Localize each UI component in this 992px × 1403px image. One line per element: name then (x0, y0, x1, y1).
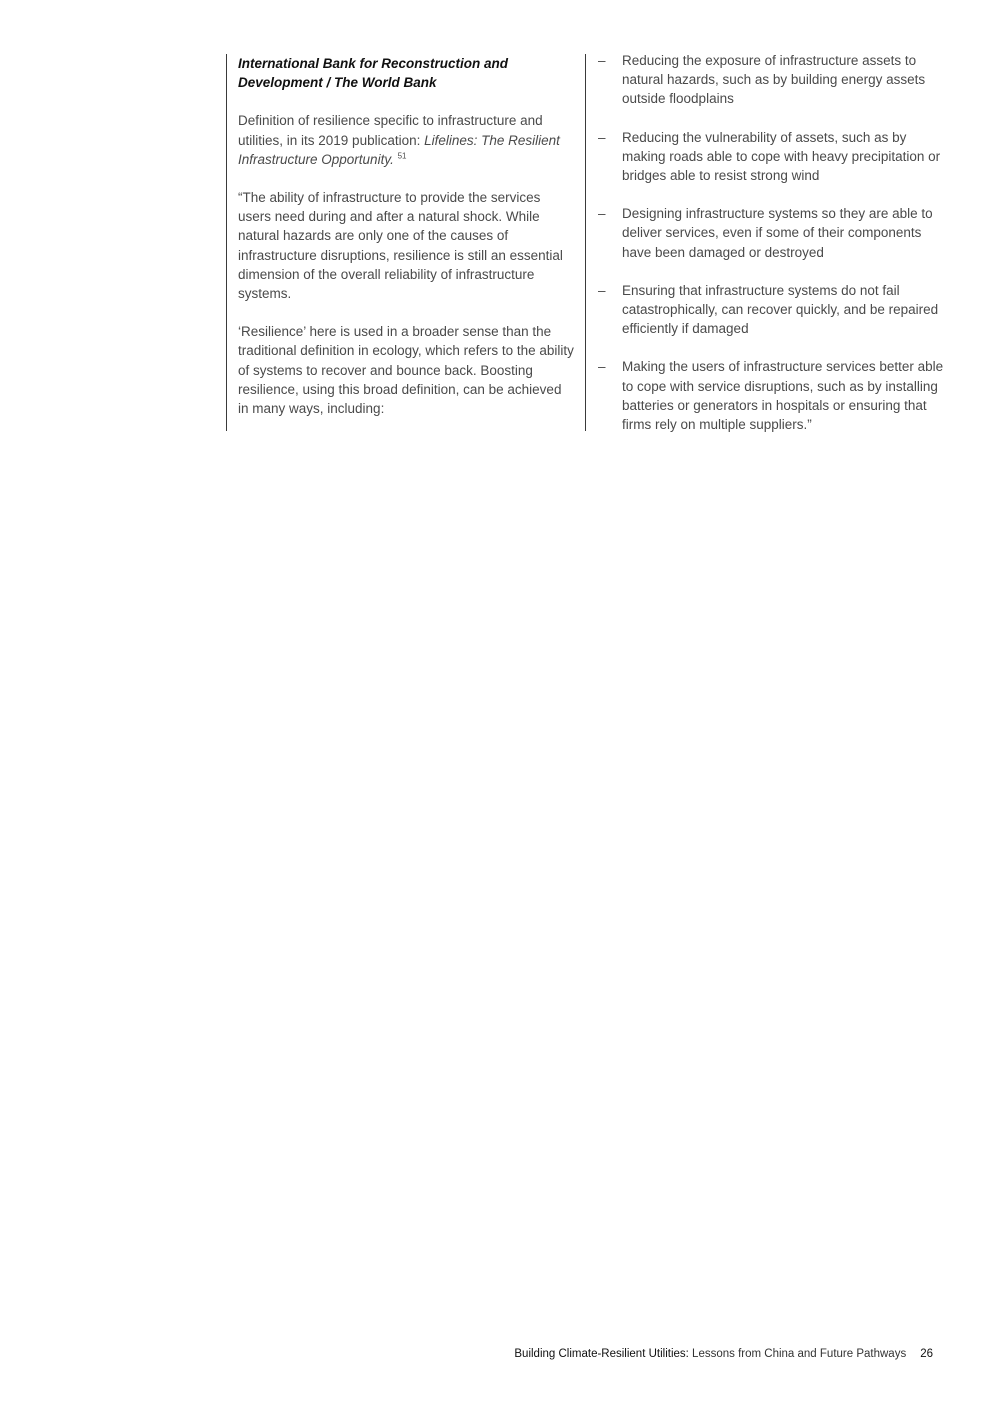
list-item (598, 281, 945, 339)
dash-bullet: – (598, 282, 606, 298)
publication-title: Lifelines: The Resilient Infrastructure Opportunity. (238, 132, 560, 167)
list-item (598, 51, 945, 109)
left-column (226, 54, 574, 431)
page-number: 26 (920, 1348, 933, 1360)
footer-report-subtitle: Lessons from China and Future Pathways (688, 1348, 907, 1360)
list-item (598, 128, 945, 186)
dash-bullet: – (598, 359, 606, 375)
footer-report-title: Building Climate-Resilient Utilities: (514, 1348, 689, 1360)
dash-bullet: – (598, 53, 606, 68)
quote-paragraph: “The ability of infrastructure to provide the services users need during and after a natural shock. While natural hazards are only one of the causes of infrastructure disruptions, resilience is still an essential dimension of the overall reliability of infrastructure systems. (238, 190, 563, 302)
list-item-text: Designing infrastructure systems so they are able to deliver services, even if some of their components have been damaged or destroyed (622, 206, 933, 260)
list-item-text: Making the users of infrastructure services better able to cope with service disruptions, such as by installing batteries or generators in hospitals or ensuring that firms rely on multiple suppliers.” (622, 359, 944, 433)
resilience-paragraph: ‘Resilience’ here is used in a broader sense than the traditional definition in ecology, which refers to the ability of systems to recover and bounce back. Boosting resilience, using this broad definition, can be achieved in many ways, including: (238, 324, 574, 417)
list-item-text: Reducing the exposure of infrastructure assets to natural hazards, such as by building energy assets outside floodplains (622, 53, 926, 107)
footnote-reference: 51 (397, 151, 407, 161)
list-item-text: Reducing the vulnerability of assets, such as by making roads able to cope with heavy precipitation or bridges able to resist strong wind (622, 129, 941, 184)
definition-intro-paragraph (238, 111, 574, 169)
resilience-measures-list (598, 51, 945, 434)
page-footer (514, 1346, 933, 1362)
list-item (598, 204, 945, 262)
dash-bullet: – (598, 129, 606, 145)
list-item-text: Ensuring that infrastructure systems do not fail catastrophically, can recover quickly, and be repaired efficiently if damaged (622, 282, 939, 337)
dash-bullet: – (598, 206, 606, 222)
organization-heading: International Bank for Reconstruction and Development / The World Bank (238, 56, 509, 91)
definition-intro-text: Definition of resilience specific to infrastructure and utilities, in its 2019 publication: (238, 113, 543, 148)
right-column (585, 54, 945, 431)
list-item (598, 357, 945, 434)
